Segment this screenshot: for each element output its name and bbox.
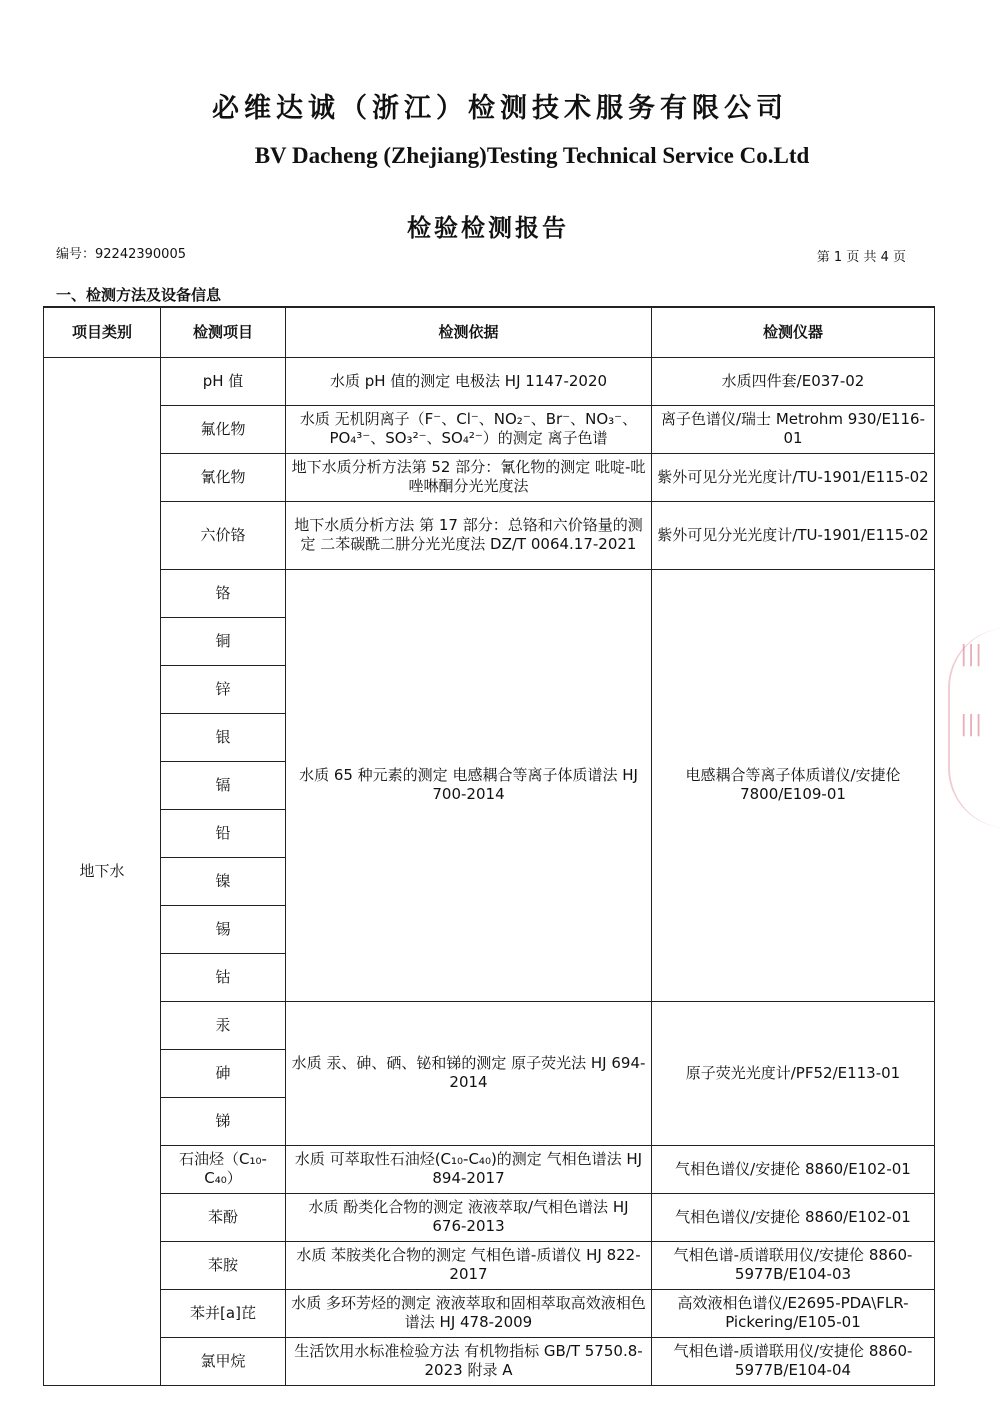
instrument-cell-afs: 原子荧光光度计/PF52/E113-01 [652,1001,935,1145]
basis-cell: 生活饮用水标准检验方法 有机物指标 GB/T 5750.8-2023 附录 A [286,1337,652,1385]
basis-cell: 地下水质分析方法 第 17 部分：总铬和六价铬量的测定 二苯碳酰二肼分光光度法 DZ/T 0064.17-2021 [286,501,652,569]
report-title: 检验检测报告 [407,214,569,242]
instrument-cell: 水质四件套/E037-02 [652,357,935,405]
seal-stamp-partial [948,628,1000,828]
instrument-cell: 高效液相色谱仪/E2695-PDA\FLR-Pickering/E105-01 [652,1289,935,1337]
category-cell: 地下水 [44,357,161,1385]
instrument-cell-icp: 电感耦合等离子体质谱仪/安捷伦 7800/E109-01 [652,569,935,1001]
item-cell: 铜 [161,617,286,665]
table-row [44,501,935,569]
table-row [44,1241,935,1289]
item-cell: 氯甲烷 [161,1337,286,1385]
table-row [44,1193,935,1241]
table-row [44,453,935,501]
instrument-cell: 气相色谱-质谱联用仪/安捷伦 8860-5977B/E104-03 [652,1241,935,1289]
item-cell: 石油烃（C₁₀-C₄₀） [161,1145,286,1193]
item-cell: 镍 [161,857,286,905]
seal-mark: ||| [960,712,983,737]
instrument-cell: 紫外可见分光光度计/TU-1901/E115-02 [652,501,935,569]
item-cell: 银 [161,713,286,761]
basis-cell: 水质 无机阴离子（F⁻、Cl⁻、NO₂⁻、Br⁻、NO₃⁻、PO₄³⁻、SO₃²⁻、SO₄²⁻）的测定 离子色谱 [286,405,652,453]
item-cell: 锌 [161,665,286,713]
header-item: 检测项目 [161,307,286,357]
table-row [44,1289,935,1337]
header-category: 项目类别 [44,307,161,357]
instrument-cell: 离子色谱仪/瑞士 Metrohm 930/E116-01 [652,405,935,453]
company-name-en: BV Dacheng (Zhejiang)Testing Technical Service Co.Ltd [254,143,810,168]
item-cell: 苯胺 [161,1241,286,1289]
table-header-row [44,307,935,357]
methods-equipment-table [43,306,935,1386]
section-heading: 一、检测方法及设备信息 [56,286,222,304]
instrument-cell: 气相色谱仪/安捷伦 8860/E102-01 [652,1145,935,1193]
basis-cell: 水质 多环芳烃的测定 液液萃取和固相萃取高效液相色谱法 HJ 478-2009 [286,1289,652,1337]
page-info: 第 1 页 共 4 页 [816,250,906,265]
header-instrument: 检测仪器 [652,307,935,357]
basis-cell: 水质 可萃取性石油烃(C₁₀-C₄₀)的测定 气相色谱法 HJ 894-2017 [286,1145,652,1193]
company-name-cn: 必维达诚（浙江）检测技术服务有限公司 [212,93,788,124]
instrument-cell: 气相色谱-质谱联用仪/安捷伦 8860-5977B/E104-04 [652,1337,935,1385]
table-row [44,569,935,617]
basis-cell-afs: 水质 汞、砷、硒、铋和锑的测定 原子荧光法 HJ 694-2014 [286,1001,652,1145]
item-cell: pH 值 [161,357,286,405]
instrument-cell: 紫外可见分光光度计/TU-1901/E115-02 [652,453,935,501]
basis-cell-icp: 水质 65 种元素的测定 电感耦合等离子体质谱法 HJ 700-2014 [286,569,652,1001]
item-cell: 砷 [161,1049,286,1097]
basis-cell: 地下水质分析方法第 52 部分：氰化物的测定 吡啶-吡唑啉酮分光光度法 [286,453,652,501]
item-cell: 苯并[a]芘 [161,1289,286,1337]
item-cell: 铅 [161,809,286,857]
basis-cell: 水质 酚类化合物的测定 液液萃取/气相色谱法 HJ 676-2013 [286,1193,652,1241]
basis-cell: 水质 苯胺类化合物的测定 气相色谱-质谱仪 HJ 822-2017 [286,1241,652,1289]
table-row [44,1145,935,1193]
item-cell: 汞 [161,1001,286,1049]
table-row [44,405,935,453]
table-row [44,1337,935,1385]
table-row [44,1001,935,1049]
item-cell: 苯酚 [161,1193,286,1241]
seal-mark: ||| [960,642,983,667]
item-cell: 铬 [161,569,286,617]
header-basis: 检测依据 [286,307,652,357]
item-cell: 氟化物 [161,405,286,453]
instrument-cell: 气相色谱仪/安捷伦 8860/E102-01 [652,1193,935,1241]
table-row [44,357,935,405]
item-cell: 氰化物 [161,453,286,501]
item-cell: 镉 [161,761,286,809]
item-cell: 锑 [161,1097,286,1145]
basis-cell: 水质 pH 值的测定 电极法 HJ 1147-2020 [286,357,652,405]
item-cell: 六价铬 [161,501,286,569]
item-cell: 锡 [161,905,286,953]
item-cell: 钴 [161,953,286,1001]
report-number: 编号：92242390005 [56,247,186,262]
